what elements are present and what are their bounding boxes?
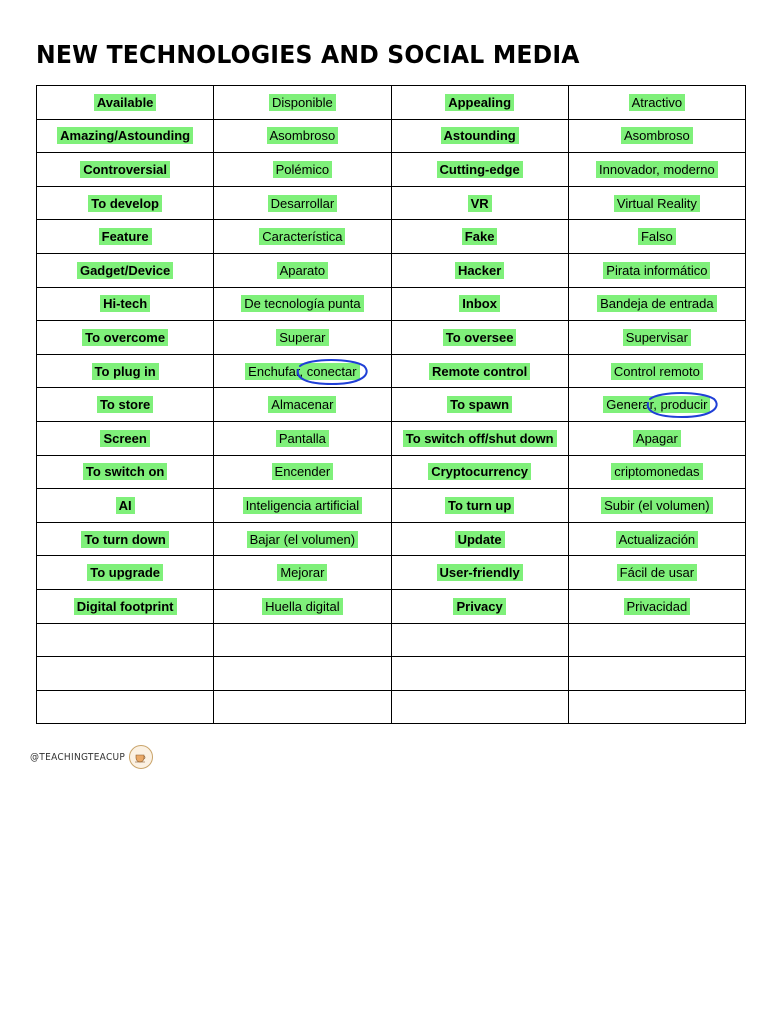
cell-text: Amazing/Astounding (57, 127, 193, 144)
cell-text: Aparato (277, 262, 329, 279)
cell-text: Pantalla (276, 430, 329, 447)
table-row (37, 657, 746, 691)
cell-text: Encender (272, 463, 334, 480)
table-row (37, 321, 746, 355)
spanish-translation-cell (214, 455, 391, 489)
vocabulary-table (36, 85, 746, 724)
table-row (37, 556, 746, 590)
table-row (37, 253, 746, 287)
table-row (37, 489, 746, 523)
cell-text: Hi-tech (100, 295, 150, 312)
cell-text: To develop (88, 195, 162, 212)
cell-text: Hacker (455, 262, 504, 279)
spanish-translation-cell (568, 253, 745, 287)
cell-text: Subir (el volumen) (601, 497, 713, 514)
table-row (37, 186, 746, 220)
english-term-cell (391, 589, 568, 623)
table-row (37, 220, 746, 254)
table-row (37, 388, 746, 422)
cell-text: To switch on (83, 463, 167, 480)
cell-text: Astounding (441, 127, 519, 144)
spanish-translation-cell (568, 421, 745, 455)
cell-text: Actualización (616, 531, 699, 548)
table-row (37, 153, 746, 187)
vocabulary-table-body (37, 86, 746, 724)
cell-text: To turn up (445, 497, 514, 514)
english-term-cell (391, 388, 568, 422)
spanish-translation-cell (568, 589, 745, 623)
english-term-cell (391, 522, 568, 556)
english-term-cell (37, 690, 214, 724)
english-term-cell (391, 354, 568, 388)
footer-credit (30, 745, 153, 769)
table-row (37, 623, 746, 657)
cell-text: Polémico (273, 161, 332, 178)
spanish-translation-cell (568, 86, 745, 120)
spanish-translation-cell (214, 287, 391, 321)
cell-text: To plug in (92, 363, 159, 380)
cell-text: Generar, producir (603, 396, 710, 413)
spanish-translation-cell (214, 556, 391, 590)
spanish-translation-cell (214, 690, 391, 724)
spanish-translation-cell (568, 556, 745, 590)
cell-text: De tecnología punta (241, 295, 363, 312)
english-term-cell (37, 388, 214, 422)
cell-text: User-friendly (437, 564, 523, 581)
cell-text: Privacy (453, 598, 505, 615)
cell-text: To oversee (443, 329, 517, 346)
english-term-cell (391, 421, 568, 455)
english-term-cell (391, 253, 568, 287)
spanish-translation-cell (568, 321, 745, 355)
cell-text: Disponible (269, 94, 336, 111)
teacup-logo-icon (129, 745, 153, 769)
cell-text: To turn down (81, 531, 168, 548)
english-term-cell (37, 321, 214, 355)
spanish-translation-cell (214, 623, 391, 657)
spanish-translation-cell (214, 421, 391, 455)
cell-text: Controversial (80, 161, 170, 178)
spanish-translation-cell (214, 522, 391, 556)
english-term-cell (37, 153, 214, 187)
table-row (37, 690, 746, 724)
english-term-cell (391, 321, 568, 355)
cell-text: Bandeja de entrada (597, 295, 716, 312)
cell-text: Falso (638, 228, 676, 245)
spanish-translation-cell (568, 354, 745, 388)
table-row (37, 86, 746, 120)
english-term-cell (37, 455, 214, 489)
spanish-translation-cell (214, 388, 391, 422)
english-term-cell (37, 623, 214, 657)
cell-text: To upgrade (87, 564, 163, 581)
spanish-translation-cell (214, 153, 391, 187)
english-term-cell (391, 153, 568, 187)
spanish-translation-cell (568, 455, 745, 489)
cell-text: Característica (259, 228, 345, 245)
cell-text: Enchufar, conectar (245, 363, 359, 380)
cell-text: Digital footprint (74, 598, 177, 615)
cell-text: Control remoto (611, 363, 703, 380)
table-row (37, 287, 746, 321)
spanish-translation-cell (568, 657, 745, 691)
spanish-translation-cell (214, 321, 391, 355)
english-term-cell (391, 623, 568, 657)
english-term-cell (37, 489, 214, 523)
page-title: NEW TECHNOLOGIES AND SOCIAL MEDIA (36, 40, 580, 69)
cell-text: To switch off/shut down (403, 430, 557, 447)
english-term-cell (391, 220, 568, 254)
cell-text: Almacenar (268, 396, 336, 413)
spanish-translation-cell (214, 589, 391, 623)
english-term-cell (391, 287, 568, 321)
cell-text: Supervisar (623, 329, 691, 346)
english-term-cell (37, 522, 214, 556)
cell-text: Innovador, moderno (596, 161, 718, 178)
spanish-translation-cell (568, 220, 745, 254)
spanish-translation-cell (568, 522, 745, 556)
cell-text: Virtual Reality (614, 195, 700, 212)
spanish-translation-cell (568, 186, 745, 220)
english-term-cell (37, 287, 214, 321)
english-term-cell (37, 657, 214, 691)
cell-text: AI (116, 497, 135, 514)
cell-text: VR (468, 195, 492, 212)
english-term-cell (37, 556, 214, 590)
cell-text: To overcome (82, 329, 168, 346)
spanish-translation-cell (568, 623, 745, 657)
english-term-cell (37, 253, 214, 287)
spanish-translation-cell (214, 119, 391, 153)
cell-text: Screen (100, 430, 149, 447)
cell-text: Available (94, 94, 157, 111)
english-term-cell (37, 589, 214, 623)
cell-text: Fácil de usar (617, 564, 697, 581)
spanish-translation-cell (568, 287, 745, 321)
cell-text: Appealing (445, 94, 514, 111)
english-term-cell (391, 455, 568, 489)
spanish-translation-cell (214, 489, 391, 523)
cell-text: Fake (462, 228, 498, 245)
cell-text: Inbox (459, 295, 500, 312)
cell-text: criptomonedas (611, 463, 702, 480)
english-term-cell (37, 220, 214, 254)
cell-text: Atractivo (629, 94, 686, 111)
english-term-cell (391, 86, 568, 120)
spanish-translation-cell (568, 153, 745, 187)
english-term-cell (391, 186, 568, 220)
cell-text: Cutting-edge (437, 161, 523, 178)
spanish-translation-cell (568, 489, 745, 523)
spanish-translation-cell (214, 354, 391, 388)
spanish-translation-cell (214, 86, 391, 120)
cell-text: To store (97, 396, 153, 413)
table-row (37, 522, 746, 556)
cell-text: Superar (276, 329, 328, 346)
table-row (37, 119, 746, 153)
cell-text: Cryptocurrency (428, 463, 531, 480)
table-row (37, 455, 746, 489)
english-term-cell (391, 489, 568, 523)
english-term-cell (37, 119, 214, 153)
cell-text: Inteligencia artificial (243, 497, 362, 514)
spanish-translation-cell (568, 690, 745, 724)
spanish-translation-cell (568, 388, 745, 422)
english-term-cell (391, 556, 568, 590)
english-term-cell (37, 354, 214, 388)
spanish-translation-cell (568, 119, 745, 153)
cell-text: Asombroso (621, 127, 693, 144)
spanish-translation-cell (214, 220, 391, 254)
cell-text: Feature (99, 228, 152, 245)
cell-text: Bajar (el volumen) (247, 531, 359, 548)
table-row (37, 354, 746, 388)
table-row (37, 421, 746, 455)
english-term-cell (391, 657, 568, 691)
cell-text: To spawn (447, 396, 512, 413)
cell-text: Apagar (633, 430, 681, 447)
spanish-translation-cell (214, 253, 391, 287)
cell-text: Privacidad (624, 598, 691, 615)
spanish-translation-cell (214, 186, 391, 220)
cell-text: Remote control (429, 363, 530, 380)
english-term-cell (391, 119, 568, 153)
english-term-cell (391, 690, 568, 724)
cell-text: Huella digital (262, 598, 342, 615)
english-term-cell (37, 86, 214, 120)
english-term-cell (37, 186, 214, 220)
author-handle: @TEACHINGTEACUP (30, 751, 126, 763)
spanish-translation-cell (214, 657, 391, 691)
cell-text: Pirata informático (603, 262, 710, 279)
cell-text: Mejorar (277, 564, 327, 581)
cell-text: Asombroso (267, 127, 339, 144)
cell-text: Gadget/Device (77, 262, 173, 279)
table-row (37, 589, 746, 623)
english-term-cell (37, 421, 214, 455)
cell-text: Update (455, 531, 505, 548)
cell-text: Desarrollar (268, 195, 338, 212)
